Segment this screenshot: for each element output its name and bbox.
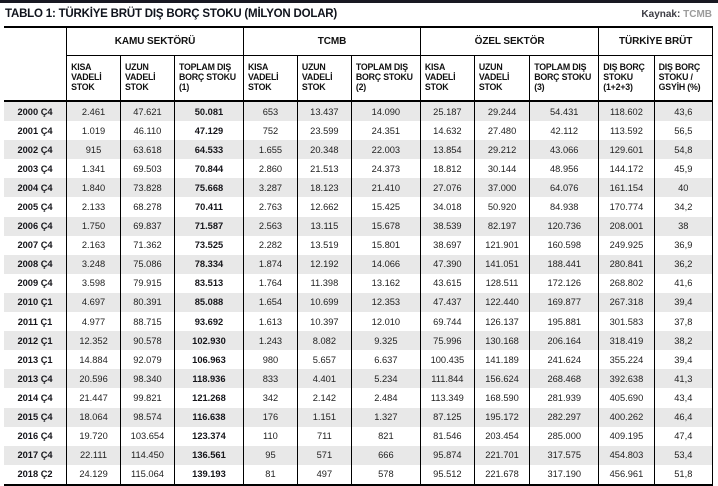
value-cell: 12.662: [297, 197, 351, 216]
value-cell: 711: [297, 427, 351, 446]
row-period: 2010 Ç1: [4, 293, 67, 312]
value-cell: 71.362: [121, 236, 175, 255]
column-header: TOPLAM DIŞ BORÇ STOKU (3): [530, 56, 599, 102]
value-cell: 38: [654, 217, 712, 236]
value-cell: 18.064: [67, 408, 121, 427]
value-cell: 1.654: [243, 293, 297, 312]
value-cell: 14.632: [420, 121, 474, 140]
column-header: KISA VADELİ STOK: [67, 56, 121, 102]
value-cell: 50.920: [474, 197, 529, 216]
table-row: [4, 101, 713, 121]
value-cell: 14.884: [67, 350, 121, 369]
value-cell: 128.511: [474, 274, 529, 293]
group-header: TCMB: [243, 27, 420, 56]
value-cell: 221.701: [474, 446, 529, 465]
value-cell: 268.802: [599, 274, 654, 293]
value-cell: 47.621: [121, 101, 175, 121]
value-cell: 249.925: [599, 236, 654, 255]
value-cell: 30.144: [474, 159, 529, 178]
row-period: 2016 Ç4: [17, 431, 53, 442]
value-cell: 281.939: [530, 388, 599, 407]
table-row: [4, 255, 713, 274]
row-period: 2018 Ç2: [17, 469, 53, 480]
value-cell: 14.090: [351, 101, 420, 121]
row-period: 2001 Ç4: [17, 125, 53, 136]
value-cell: 70.844: [174, 159, 243, 178]
value-cell: 208.001: [599, 217, 654, 236]
value-cell: 141.051: [474, 255, 529, 274]
value-cell: 129.601: [599, 140, 654, 159]
value-cell: 40: [654, 178, 712, 197]
value-cell: 400.262: [599, 408, 654, 427]
value-cell: 95.512: [420, 465, 474, 485]
value-cell: 51,8: [654, 465, 712, 485]
table-row: [4, 178, 713, 197]
value-cell: 113.349: [420, 388, 474, 407]
value-cell: 2.163: [67, 236, 121, 255]
value-cell: 2.142: [297, 388, 351, 407]
row-period: 2015 Ç4: [4, 408, 67, 427]
value-cell: 24.351: [351, 121, 420, 140]
value-cell: 36,9: [654, 236, 712, 255]
value-cell: 10.699: [297, 293, 351, 312]
value-cell: 21.513: [297, 159, 351, 178]
source-credit: [641, 9, 712, 20]
value-cell: 1.655: [243, 140, 297, 159]
external-debt-stock-table: [4, 26, 713, 486]
value-cell: 130.168: [474, 331, 529, 350]
value-cell: 282.297: [530, 408, 599, 427]
value-cell: 752: [243, 121, 297, 140]
value-cell: 46.110: [121, 121, 175, 140]
value-cell: 1.613: [243, 312, 297, 331]
value-cell: 69.503: [121, 159, 175, 178]
value-cell: 75.996: [420, 331, 474, 350]
value-cell: 110: [243, 427, 297, 446]
row-period: 2011 Ç1: [17, 316, 53, 327]
table-row: [4, 388, 713, 407]
value-cell: 141.189: [474, 350, 529, 369]
value-cell: 342: [243, 388, 297, 407]
value-cell: 82.197: [474, 217, 529, 236]
value-cell: 50.081: [174, 101, 243, 121]
value-cell: 666: [351, 446, 420, 465]
value-cell: 15.801: [351, 236, 420, 255]
value-cell: 38,2: [654, 331, 712, 350]
value-cell: 111.844: [420, 369, 474, 388]
value-cell: 170.774: [599, 197, 654, 216]
value-cell: 2.484: [351, 388, 420, 407]
value-cell: 301.583: [599, 312, 654, 331]
value-cell: 83.513: [174, 274, 243, 293]
value-cell: 11.398: [297, 274, 351, 293]
value-cell: 115.064: [121, 465, 175, 485]
value-cell: 88.715: [121, 312, 175, 331]
value-cell: 81.546: [420, 427, 474, 446]
value-cell: 13.519: [297, 236, 351, 255]
value-cell: 81: [243, 465, 297, 485]
value-cell: 73.828: [121, 178, 175, 197]
value-cell: 456.961: [599, 465, 654, 485]
value-cell: 1.750: [67, 217, 121, 236]
value-cell: 41,3: [654, 369, 712, 388]
value-cell: 20.348: [297, 140, 351, 159]
table-row: [4, 369, 713, 388]
table-row: [4, 197, 713, 216]
value-cell: 102.930: [174, 331, 243, 350]
value-cell: 497: [297, 465, 351, 485]
value-cell: 103.654: [121, 427, 175, 446]
value-cell: 2.282: [243, 236, 297, 255]
value-cell: 68.278: [121, 197, 175, 216]
value-cell: 1.019: [67, 121, 121, 140]
value-cell: 47,4: [654, 427, 712, 446]
value-cell: 41,6: [654, 274, 712, 293]
value-cell: 12.192: [297, 255, 351, 274]
value-cell: 12.010: [351, 312, 420, 331]
value-cell: 39,4: [654, 293, 712, 312]
value-cell: 268.468: [530, 369, 599, 388]
value-cell: 2.860: [243, 159, 297, 178]
value-cell: 355.224: [599, 350, 654, 369]
value-cell: 454.803: [599, 446, 654, 465]
value-cell: 99.821: [121, 388, 175, 407]
row-period: 2014 Ç4: [17, 392, 53, 403]
value-cell: 1.840: [67, 178, 121, 197]
value-cell: 38.539: [420, 217, 474, 236]
value-cell: 118.602: [599, 101, 654, 121]
value-cell: 23.599: [297, 121, 351, 140]
value-cell: 27.076: [420, 178, 474, 197]
value-cell: 203.454: [474, 427, 529, 446]
value-cell: 34.018: [420, 197, 474, 216]
period-column-header: [4, 27, 67, 101]
title-bar: [4, 3, 713, 26]
value-cell: 2.563: [243, 217, 297, 236]
value-cell: 2.461: [67, 101, 121, 121]
value-cell: 53,4: [654, 446, 712, 465]
value-cell: 21.410: [351, 178, 420, 197]
value-cell: 18.812: [420, 159, 474, 178]
table-row: [4, 140, 713, 159]
table-row: [4, 446, 713, 465]
value-cell: 54,8: [654, 140, 712, 159]
value-cell: 1.243: [243, 331, 297, 350]
value-cell: 241.624: [530, 350, 599, 369]
value-cell: 75.086: [121, 255, 175, 274]
row-period: 2013 Ç1: [17, 354, 53, 365]
table-row: [4, 427, 713, 446]
sub-header-row: [4, 56, 713, 102]
value-cell: 47.437: [420, 293, 474, 312]
value-cell: 39,4: [654, 350, 712, 369]
table-header: [4, 27, 713, 101]
value-cell: 90.578: [121, 331, 175, 350]
value-cell: 87.125: [420, 408, 474, 427]
value-cell: 3.287: [243, 178, 297, 197]
value-cell: 15.678: [351, 217, 420, 236]
column-header: DIŞ BORÇ STOKU (1+2+3): [599, 56, 654, 102]
value-cell: 43,4: [654, 388, 712, 407]
table-row: [4, 236, 713, 255]
value-cell: 409.195: [599, 427, 654, 446]
value-cell: 2.133: [67, 197, 121, 216]
value-cell: 195.881: [530, 312, 599, 331]
value-cell: 122.440: [474, 293, 529, 312]
value-cell: 25.187: [420, 101, 474, 121]
value-cell: 13.437: [297, 101, 351, 121]
value-cell: 12.353: [351, 293, 420, 312]
value-cell: 22.111: [67, 446, 121, 465]
table-row: [4, 465, 713, 485]
value-cell: 2.763: [243, 197, 297, 216]
table-row: [4, 312, 713, 331]
value-cell: 121.901: [474, 236, 529, 255]
value-cell: 123.374: [174, 427, 243, 446]
value-cell: 161.154: [599, 178, 654, 197]
value-cell: 120.736: [530, 217, 599, 236]
value-cell: 114.450: [121, 446, 175, 465]
value-cell: 1.341: [67, 159, 121, 178]
value-cell: 37,8: [654, 312, 712, 331]
value-cell: 56,5: [654, 121, 712, 140]
value-cell: 24.373: [351, 159, 420, 178]
value-cell: 46,4: [654, 408, 712, 427]
row-period: 2002 Ç4: [4, 140, 67, 159]
value-cell: 405.690: [599, 388, 654, 407]
value-cell: 70.411: [174, 197, 243, 216]
row-period: 2012 Ç1: [4, 331, 67, 350]
value-cell: 267.318: [599, 293, 654, 312]
value-cell: 172.126: [530, 274, 599, 293]
value-cell: 1.764: [243, 274, 297, 293]
value-cell: 571: [297, 446, 351, 465]
value-cell: 1.874: [243, 255, 297, 274]
table-body: [4, 101, 713, 485]
value-cell: 64.076: [530, 178, 599, 197]
value-cell: 188.441: [530, 255, 599, 274]
row-period: 2003 Ç4: [17, 163, 53, 174]
value-cell: 12.352: [67, 331, 121, 350]
value-cell: 64.533: [174, 140, 243, 159]
value-cell: 4.977: [67, 312, 121, 331]
value-cell: 29.244: [474, 101, 529, 121]
value-cell: 317.575: [530, 446, 599, 465]
value-cell: 47.129: [174, 121, 243, 140]
value-cell: 34,2: [654, 197, 712, 216]
column-header: DIŞ BORÇ STOKU / GSYİH (%): [654, 56, 712, 102]
value-cell: 280.841: [599, 255, 654, 274]
group-header-row: [4, 27, 713, 56]
column-header: KISA VADELİ STOK: [243, 56, 297, 102]
value-cell: 1.327: [351, 408, 420, 427]
value-cell: 4.401: [297, 369, 351, 388]
source-value: TCMB: [683, 9, 712, 20]
value-cell: 95.874: [420, 446, 474, 465]
value-cell: 92.079: [121, 350, 175, 369]
value-cell: 19.720: [67, 427, 121, 446]
value-cell: 13.854: [420, 140, 474, 159]
row-period: 2009 Ç4: [17, 278, 53, 289]
value-cell: 118.936: [174, 369, 243, 388]
value-cell: 78.334: [174, 255, 243, 274]
value-cell: 95: [243, 446, 297, 465]
value-cell: 63.618: [121, 140, 175, 159]
value-cell: 3.598: [67, 274, 121, 293]
column-header: TOPLAM DIŞ BORÇ STOKU (2): [351, 56, 420, 102]
value-cell: 915: [67, 140, 121, 159]
value-cell: 45,9: [654, 159, 712, 178]
row-period: 2007 Ç4: [17, 240, 53, 251]
value-cell: 93.692: [174, 312, 243, 331]
value-cell: 136.561: [174, 446, 243, 465]
group-header: TÜRKİYE BRÜT: [599, 27, 713, 56]
table-row: [4, 217, 713, 236]
table-row: [4, 408, 713, 427]
value-cell: 121.268: [174, 388, 243, 407]
column-header: UZUN VADELİ STOK: [474, 56, 529, 102]
value-cell: 206.164: [530, 331, 599, 350]
value-cell: 653: [243, 101, 297, 121]
value-cell: 116.638: [174, 408, 243, 427]
value-cell: 29.212: [474, 140, 529, 159]
row-period: 2000 Ç4: [4, 101, 67, 121]
value-cell: 48.956: [530, 159, 599, 178]
table-row: [4, 331, 713, 350]
value-cell: 54.431: [530, 101, 599, 121]
row-period: 2008 Ç4: [4, 255, 67, 274]
row-period: 2017 Ç4: [4, 446, 67, 465]
column-header: UZUN VADELİ STOK: [297, 56, 351, 102]
column-header: KISA VADELİ STOK: [420, 56, 474, 102]
value-cell: 176: [243, 408, 297, 427]
value-cell: 69.837: [121, 217, 175, 236]
value-cell: 98.340: [121, 369, 175, 388]
value-cell: 5.657: [297, 350, 351, 369]
row-period: 2005 Ç4: [17, 202, 53, 213]
value-cell: 318.419: [599, 331, 654, 350]
value-cell: 6.637: [351, 350, 420, 369]
value-cell: 69.744: [420, 312, 474, 331]
value-cell: 9.325: [351, 331, 420, 350]
value-cell: 3.248: [67, 255, 121, 274]
value-cell: 285.000: [530, 427, 599, 446]
table-row: [4, 293, 713, 312]
value-cell: 144.172: [599, 159, 654, 178]
value-cell: 85.088: [174, 293, 243, 312]
value-cell: 15.425: [351, 197, 420, 216]
table-title: TABLO 1: TÜRKİYE BRÜT DIŞ BORÇ STOKU (MİLYON DOLAR): [5, 8, 338, 20]
table-row: [4, 350, 713, 369]
value-cell: 126.137: [474, 312, 529, 331]
value-cell: 168.590: [474, 388, 529, 407]
group-header: ÖZEL SEKTÖR: [420, 27, 598, 56]
value-cell: 221.678: [474, 465, 529, 485]
table-row: [4, 121, 713, 140]
value-cell: 169.877: [530, 293, 599, 312]
value-cell: 98.574: [121, 408, 175, 427]
value-cell: 27.480: [474, 121, 529, 140]
value-cell: 79.915: [121, 274, 175, 293]
value-cell: 37.000: [474, 178, 529, 197]
value-cell: 75.668: [174, 178, 243, 197]
row-period: 2006 Ç4: [4, 217, 67, 236]
value-cell: 73.525: [174, 236, 243, 255]
value-cell: 980: [243, 350, 297, 369]
value-cell: 24.129: [67, 465, 121, 485]
value-cell: 156.624: [474, 369, 529, 388]
value-cell: 43.066: [530, 140, 599, 159]
value-cell: 4.697: [67, 293, 121, 312]
value-cell: 43,6: [654, 101, 712, 121]
value-cell: 13.115: [297, 217, 351, 236]
value-cell: 18.123: [297, 178, 351, 197]
value-cell: 14.066: [351, 255, 420, 274]
value-cell: 38.697: [420, 236, 474, 255]
table-row: [4, 159, 713, 178]
row-period: 2013 Ç4: [4, 369, 67, 388]
value-cell: 80.391: [121, 293, 175, 312]
group-header: KAMU SEKTÖRÜ: [67, 27, 244, 56]
value-cell: 47.390: [420, 255, 474, 274]
value-cell: 5.234: [351, 369, 420, 388]
value-cell: 578: [351, 465, 420, 485]
value-cell: 833: [243, 369, 297, 388]
value-cell: 1.151: [297, 408, 351, 427]
value-cell: 13.162: [351, 274, 420, 293]
value-cell: 317.190: [530, 465, 599, 485]
value-cell: 71.587: [174, 217, 243, 236]
table-row: [4, 274, 713, 293]
column-header: UZUN VADELİ STOK: [121, 56, 175, 102]
source-label: Kaynak:: [641, 9, 681, 20]
value-cell: 392.638: [599, 369, 654, 388]
value-cell: 84.938: [530, 197, 599, 216]
value-cell: 42.112: [530, 121, 599, 140]
value-cell: 100.435: [420, 350, 474, 369]
value-cell: 8.082: [297, 331, 351, 350]
value-cell: 160.598: [530, 236, 599, 255]
value-cell: 821: [351, 427, 420, 446]
value-cell: 195.172: [474, 408, 529, 427]
column-header: TOPLAM DIŞ BORÇ STOKU (1): [174, 56, 243, 102]
value-cell: 10.397: [297, 312, 351, 331]
value-cell: 43.615: [420, 274, 474, 293]
value-cell: 36,2: [654, 255, 712, 274]
value-cell: 139.193: [174, 465, 243, 485]
value-cell: 21.447: [67, 388, 121, 407]
value-cell: 106.963: [174, 350, 243, 369]
value-cell: 20.596: [67, 369, 121, 388]
value-cell: 113.592: [599, 121, 654, 140]
value-cell: 22.003: [351, 140, 420, 159]
row-period: 2004 Ç4: [4, 178, 67, 197]
